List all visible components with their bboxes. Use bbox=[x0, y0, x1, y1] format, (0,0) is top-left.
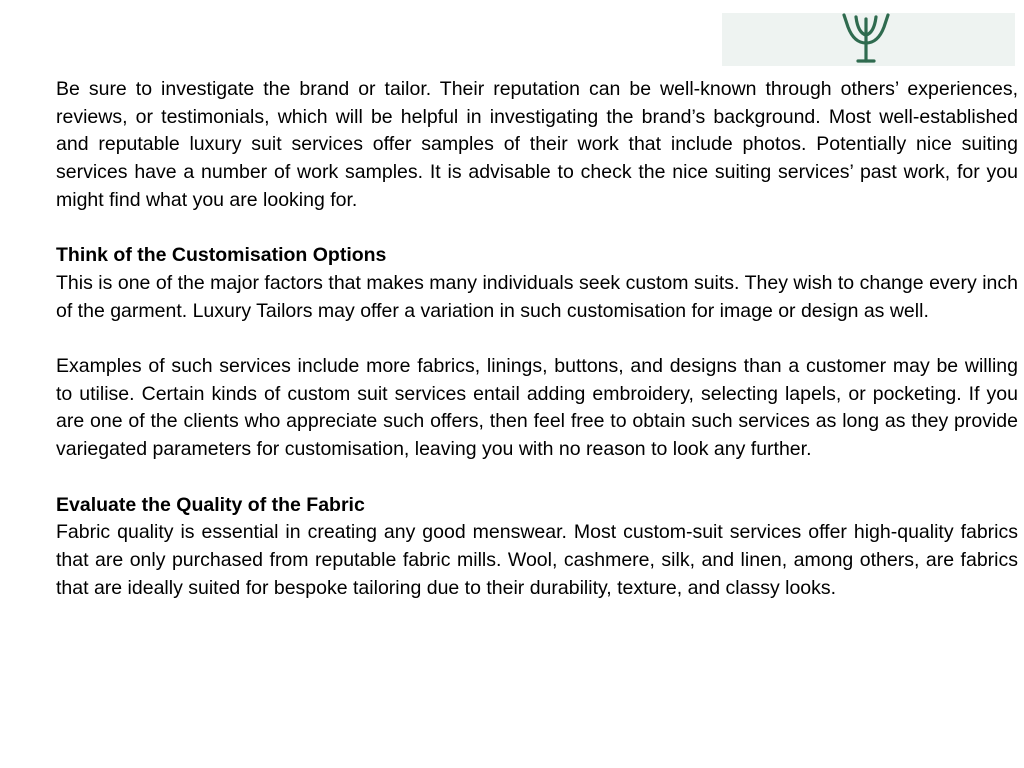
examples-paragraph: Examples of such services include more fabrics, linings, buttons, and designs than a customer may be willing to utilise. Certain kinds of custom suit services entail adding embroidery, selecting lapels, or pocketing. If you are one of the clients who appreciate such offers, then feel free to obtain such services as long as they provide variegated parameters for customisation, leaving you with no reason to look any further. bbox=[56, 355, 1018, 461]
customisation-heading: Think of the Customisation Options bbox=[56, 244, 387, 267]
paragraph-spacer bbox=[56, 215, 1018, 243]
document-body bbox=[56, 76, 1018, 602]
paragraph-spacer bbox=[56, 464, 1018, 492]
customisation-paragraph: This is one of the major factors that makes many individuals seek custom suits. They wish to change every inch of the garment. Luxury Tailors may offer a variation in such customisation for image or design as well. bbox=[56, 271, 1018, 322]
fabric-heading: Evaluate the Quality of the Fabric bbox=[56, 493, 365, 516]
header-logo bbox=[722, 13, 1015, 66]
fabric-paragraph: Fabric quality is essential in creating any good menswear. Most custom-suit services offer high-quality fabrics that are only purchased from reputable fabric mills. Wool, cashmere, silk, and linen, among others, are fabrics that are ideally suited for bespoke tailoring due to their durability, texture, and classy looks. bbox=[56, 521, 1018, 599]
intro-paragraph: Be sure to investigate the brand or tailor. Their reputation can be well-known through others’ experiences, reviews, or testimonials, which will be helpful in investigating the brand’s background. Most well-established and reputable luxury suit services offer samples of their work that include photos. Potentially nice suiting services have a number of work samples. It is advisable to check the nice suiting services’ past work, for you might find what you are looking for. bbox=[56, 78, 1018, 211]
monogram-logo-icon bbox=[836, 13, 896, 66]
paragraph-spacer bbox=[56, 325, 1018, 353]
